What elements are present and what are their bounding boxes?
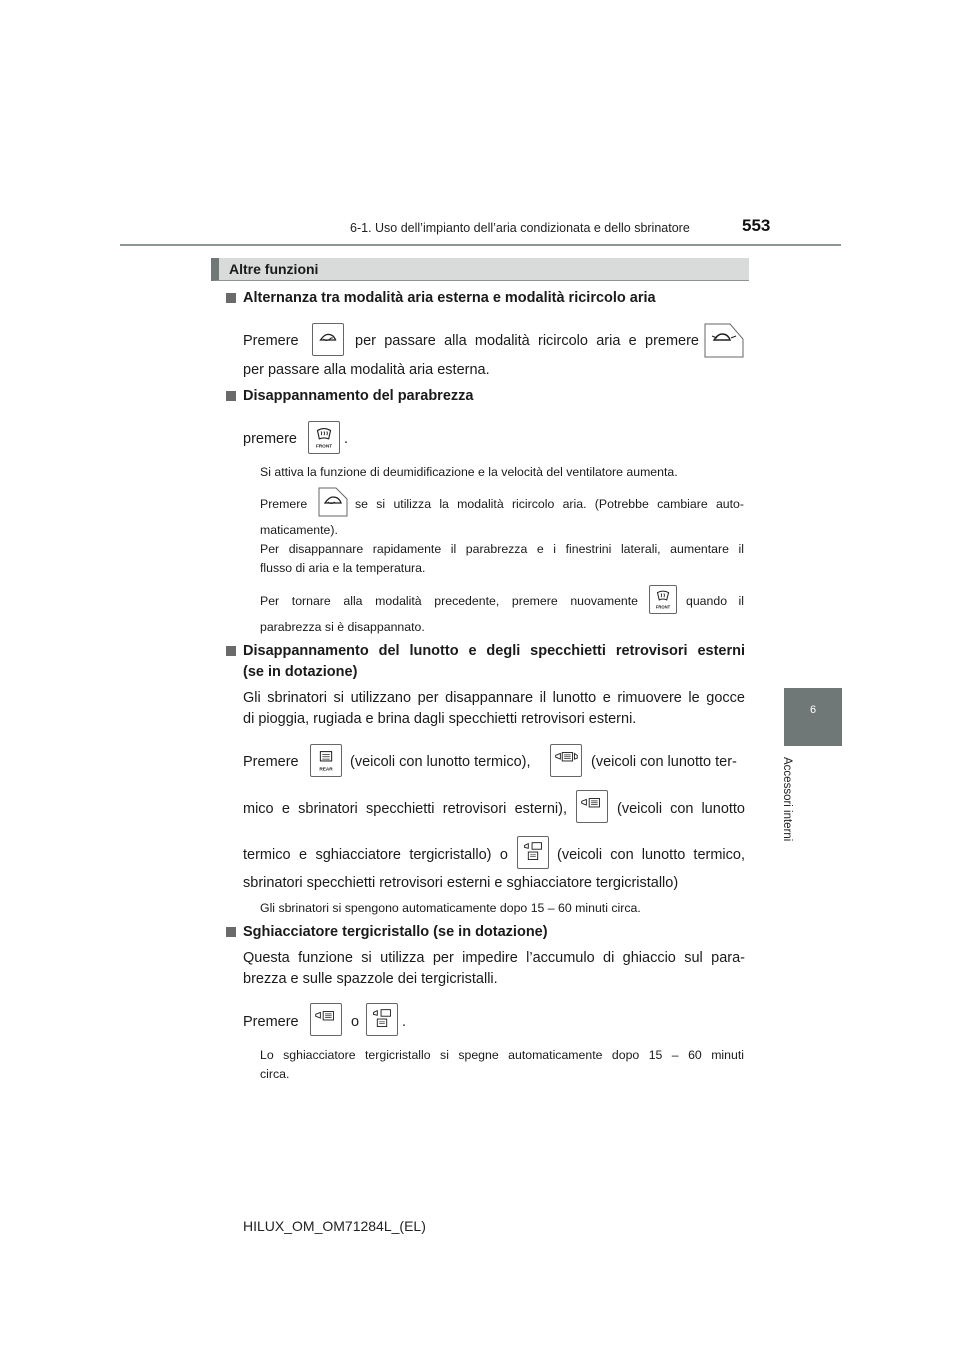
rear-label: REAR (319, 766, 333, 772)
body-text: Gli sbrinatori si utilizzano per disappannare il lunotto e rimuovere le gocce (243, 690, 745, 706)
body-text: o (351, 1014, 360, 1030)
front-label: FRONT (655, 604, 671, 610)
body-text: Premere (243, 754, 299, 770)
recirculation-button (312, 323, 344, 356)
note-text: Lo sghiacciatore tergicristallo si spegne automaticamente dopo 15 – 60 minuti (260, 1048, 744, 1062)
front-defogger-button (308, 421, 340, 454)
header-divider (120, 244, 841, 246)
wiper-deicer-icon (311, 1004, 341, 1035)
note-text: maticamente). (260, 523, 338, 537)
rear-mirror-wiper-deicer-icon (367, 1004, 397, 1035)
body-text: di pioggia, rugiada e brina dagli specchietti retrovisori esterni. (243, 711, 637, 727)
body-text: . (344, 431, 349, 447)
outside-air-icon (704, 323, 744, 358)
bullet-square-icon (226, 293, 236, 303)
wiper-deicer-icon (577, 791, 607, 822)
body-text: premere (243, 431, 297, 447)
body-text: per passare alla modalità aria esterna. (243, 362, 490, 378)
subsection-heading: (se in dotazione) (243, 664, 358, 680)
body-text: (veicoli con lunotto termico), (350, 754, 531, 770)
wiper-deicer-button (310, 1003, 342, 1036)
recirculation-icon (318, 487, 348, 517)
rear-mirror-defogger-button (550, 744, 582, 777)
front-label: FRONT (315, 443, 333, 449)
subsection-heading: Disappannamento del lunotto e degli specchietti retrovisori esterni (243, 643, 745, 659)
chapter-tab (784, 688, 842, 746)
page-number: 553 (742, 216, 771, 235)
body-text: Questa funzione si utilizza per impedire l’accumulo di ghiaccio sul para- (243, 950, 745, 966)
rear-mirror-wiper-deicer-button (366, 1003, 398, 1036)
note-text: Per tornare alla modalità precedente, premere nuovamente (260, 594, 638, 608)
body-text: brezza e sulle spazzole dei tergicristalli. (243, 971, 498, 987)
chapter-tab-label: Accessori interni (781, 757, 793, 842)
rear-mirror-wiper-deicer-icon (518, 837, 548, 868)
front-defogger-icon (309, 422, 339, 453)
front-defogger-icon (650, 586, 676, 613)
chapter-title: 6-1. Uso dell’impianto dell’aria condizionata e dello sbrinatore (350, 221, 690, 235)
note-text: quando il (686, 594, 744, 608)
body-text: mico e sbrinatori specchietti retrovisori esterni), (243, 801, 567, 817)
subsection-heading: Disappannamento del parabrezza (243, 388, 474, 404)
chapter-tab-number: 6 (809, 704, 817, 716)
model-code: HILUX_OM_OM71284L_(EL) (243, 1218, 426, 1234)
rear-mirror-defogger-icon (551, 745, 581, 776)
recirculation-icon (313, 324, 343, 355)
rear-mirror-wiper-deicer-button (517, 836, 549, 869)
body-text: (veicoli con lunotto ter- (591, 754, 737, 770)
note-text: flusso di aria e la temperatura. (260, 561, 426, 575)
note-text: Si attiva la funzione di deumidificazione e la velocità del ventilatore aumenta. (260, 465, 678, 479)
outside-air-button (704, 323, 744, 358)
body-text: Premere (243, 1014, 299, 1030)
note-text: Per disappannare rapidamente il parabrezza e i finestrini laterali, aumentare il (260, 542, 744, 556)
rear-defogger-button (310, 744, 342, 777)
bullet-square-icon (226, 391, 236, 401)
body-text: Premere (243, 333, 299, 349)
body-text: per passare alla modalità ricircolo aria e premere (355, 333, 699, 349)
note-text: Gli sbrinatori si spengono automaticamente dopo 15 – 60 minuti circa. (260, 901, 641, 915)
body-text: sbrinatori specchietti retrovisori esterni e sghiacciatore tergicristallo) (243, 875, 679, 891)
body-text: . (402, 1014, 407, 1030)
bullet-square-icon (226, 646, 236, 656)
subsection-heading: Sghiacciatore tergicristallo (se in dotazione) (243, 924, 548, 940)
body-text: (veicoli con lunotto termico, (557, 847, 745, 863)
note-text: se si utilizza la modalità ricircolo aria. (Potrebbe cambiare auto- (355, 497, 744, 511)
section-header (211, 258, 749, 281)
bullet-square-icon (226, 927, 236, 937)
note-text: circa. (260, 1067, 290, 1081)
front-defogger-button (649, 585, 677, 614)
note-text: parabrezza si è disappannato. (260, 620, 425, 634)
note-text: Premere (260, 497, 308, 511)
section-title: Altre funzioni (229, 261, 319, 277)
body-text: termico e sghiacciatore tergicristallo) o (243, 847, 508, 863)
rear-defogger-icon (311, 745, 341, 776)
subsection-heading: Alternanza tra modalità aria esterna e modalità ricircolo aria (243, 290, 656, 306)
body-text: (veicoli con lunotto (617, 801, 745, 817)
recirculation-button (318, 487, 348, 517)
wiper-deicer-button (576, 790, 608, 823)
